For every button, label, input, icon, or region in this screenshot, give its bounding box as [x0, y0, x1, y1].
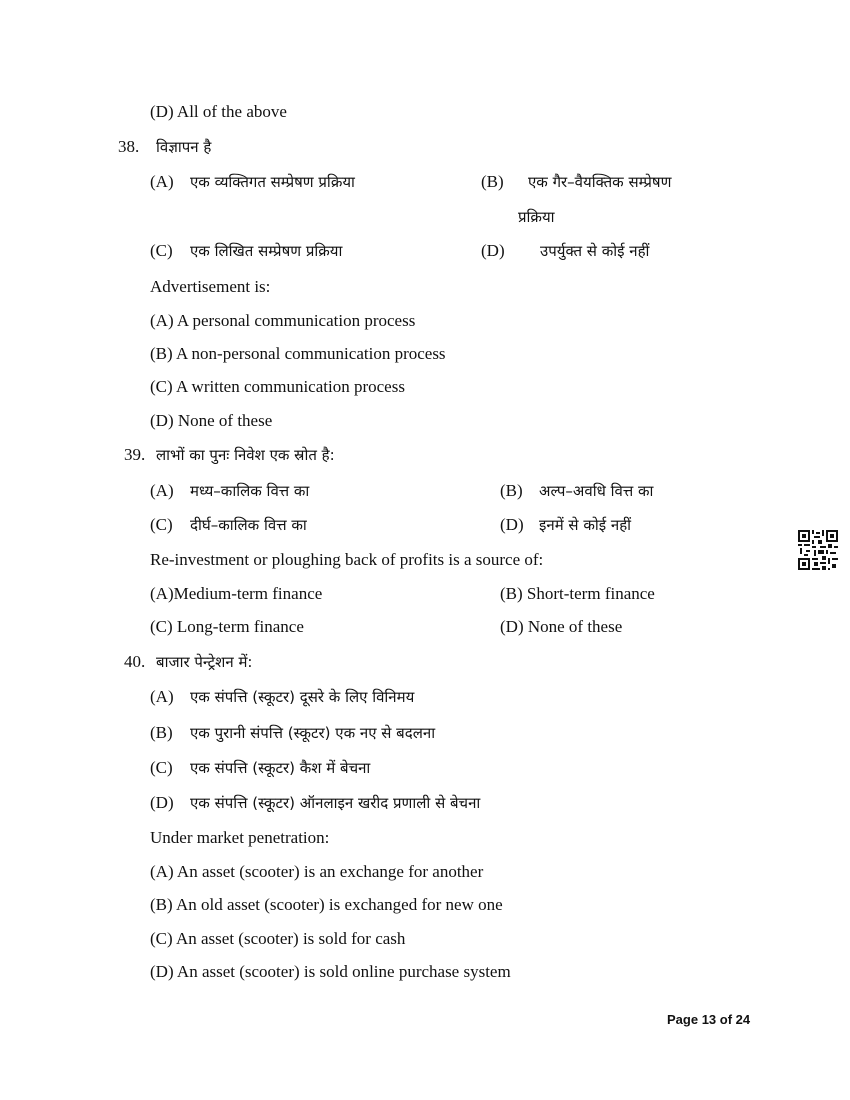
previous-option-d: (D) All of the above [150, 102, 287, 121]
page-of: of [716, 1012, 736, 1027]
page-current: 13 [701, 1012, 717, 1027]
q39-hindi-option-a-label: (A) [150, 481, 174, 500]
q38-hindi-option-c: एक लिखित सम्प्रेषण प्रक्रिया [190, 242, 343, 260]
page-prefix: Page [667, 1012, 702, 1027]
page-total: 24 [735, 1012, 751, 1027]
q38-english-question: Advertisement is: [150, 277, 271, 296]
q39-number: 39. [124, 445, 146, 464]
q40-hindi-option-d: एक संपत्ति (स्कूटर) ऑनलाइन खरीद प्रणाली से बेचना [190, 794, 481, 812]
q40-hindi-option-b: एक पुरानी संपत्ति (स्कूटर) एक नए से बदलना [190, 724, 436, 742]
q39-english-question: Re-investment or ploughing back of profits is a source of: [150, 550, 544, 569]
q38-english-option-d: (D) None of these [150, 411, 273, 430]
q39-english-option-c: (C) Long-term finance [150, 617, 304, 636]
q39-english-option-d: (D) None of these [500, 617, 623, 636]
q39-hindi-option-a: मध्य–कालिक वित्त का [190, 482, 310, 500]
q38-hindi-option-b-line1: एक गैर–वैयक्तिक सम्प्रेषण [528, 173, 672, 191]
q39-english-option-b: (B) Short-term finance [500, 584, 655, 603]
q38-hindi-option-b-label: (B) [481, 172, 504, 191]
q40-english-option-d: (D) An asset (scooter) is sold online purchase system [150, 962, 511, 981]
q40-hindi-question: बाजार पेन्ट्रेशन में: [156, 653, 253, 671]
q40-hindi-option-b-label: (B) [150, 723, 173, 742]
q38-hindi-option-a-label: (A) [150, 172, 174, 191]
q40-hindi-option-c: एक संपत्ति (स्कूटर) कैश में बेचना [190, 759, 371, 777]
q38-hindi-option-c-label: (C) [150, 241, 173, 260]
q39-hindi-option-d-label: (D) [500, 515, 524, 534]
q40-hindi-option-c-label: (C) [150, 758, 173, 777]
q40-english-option-b: (B) An old asset (scooter) is exchanged for new one [150, 895, 503, 914]
q38-hindi-option-d: उपर्युक्त से कोई नहीं [540, 242, 650, 260]
q38-hindi-option-a: एक व्यक्तिगत सम्प्रेषण प्रक्रिया [190, 173, 355, 191]
q38-hindi-option-d-label: (D) [481, 241, 505, 260]
q40-english-option-a: (A) An asset (scooter) is an exchange for another [150, 862, 484, 881]
qr-code-icon [798, 530, 838, 570]
page-footer [667, 1012, 750, 1027]
q38-hindi-option-b-line2: प्रक्रिया [518, 208, 555, 226]
q39-hindi-question: लाभों का पुनः निवेश एक स्रोत है: [156, 446, 335, 464]
q38-english-option-c: (C) A written communication process [150, 377, 405, 396]
q39-hindi-option-c: दीर्घ–कालिक वित्त का [190, 516, 307, 534]
q40-hindi-option-d-label: (D) [150, 793, 174, 812]
q40-hindi-option-a-label: (A) [150, 687, 174, 706]
q40-english-option-c: (C) An asset (scooter) is sold for cash [150, 929, 406, 948]
q40-hindi-option-a: एक संपत्ति (स्कूटर) दूसरे के लिए विनिमय [190, 688, 415, 706]
q40-number: 40. [124, 652, 146, 671]
q38-number: 38. [118, 137, 140, 156]
q38-english-option-b: (B) A non-personal communication process [150, 344, 446, 363]
q39-hindi-option-b: अल्प–अवधि वित्त का [539, 482, 654, 500]
q38-hindi-question: विज्ञापन है [156, 138, 212, 156]
q39-hindi-option-b-label: (B) [500, 481, 523, 500]
q39-hindi-option-d: इनमें से कोई नहीं [539, 516, 632, 534]
q40-english-question: Under market penetration: [150, 828, 330, 847]
q38-english-option-a: (A) A personal communication process [150, 311, 416, 330]
q39-english-option-a: (A)Medium-term finance [150, 584, 323, 603]
q39-hindi-option-c-label: (C) [150, 515, 173, 534]
